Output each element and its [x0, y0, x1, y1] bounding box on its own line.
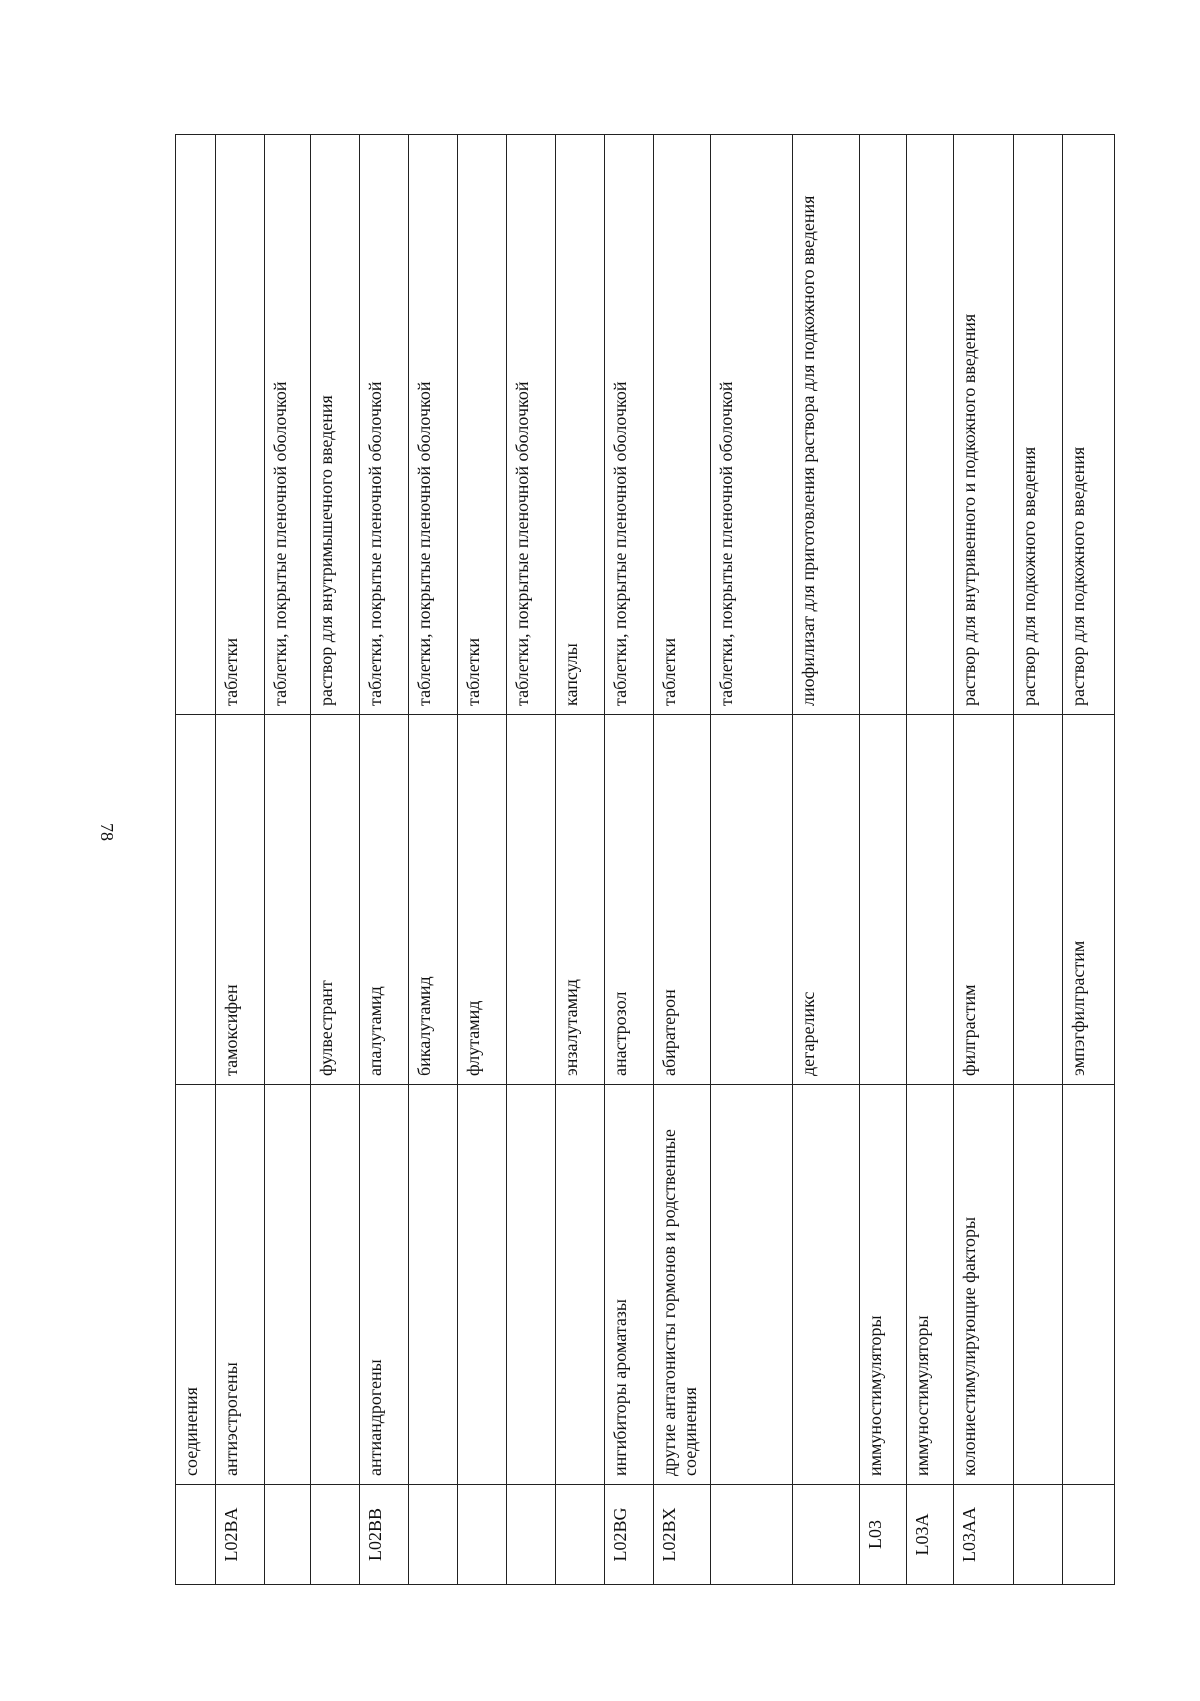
atc-code-cell — [457, 1485, 506, 1585]
table-row — [792, 135, 859, 1585]
drug-name-cell: апалутамид — [359, 715, 408, 1085]
table-row — [216, 135, 265, 1585]
table-row — [555, 135, 604, 1585]
dosage-form-cell: таблетки, покрытые пленочной оболочкой — [711, 135, 793, 715]
dosage-form-cell: капсулы — [555, 135, 604, 715]
atc-code-cell — [555, 1485, 604, 1585]
atc-code-cell — [310, 1485, 359, 1585]
drug-name-cell: флутамид — [457, 715, 506, 1085]
atc-code-cell: L03AA — [953, 1485, 1013, 1585]
dosage-form-cell: раствор для подкожного введения — [1062, 135, 1114, 715]
table-row — [1013, 135, 1062, 1585]
dosage-form-cell — [860, 135, 907, 715]
atc-code-cell — [1013, 1485, 1062, 1585]
group-name-cell — [555, 1085, 604, 1485]
atc-code-cell: L03 — [860, 1485, 907, 1585]
table-row — [604, 135, 653, 1585]
page-number: 78 — [97, 823, 117, 841]
atc-code-cell: L02BX — [653, 1485, 711, 1585]
table-row — [506, 135, 555, 1585]
group-name-cell — [792, 1085, 859, 1485]
table-row — [907, 135, 954, 1585]
group-name-cell — [711, 1085, 793, 1485]
atc-code-cell — [792, 1485, 859, 1585]
group-name-cell — [1013, 1085, 1062, 1485]
table-row — [953, 135, 1013, 1585]
drug-table-rotated — [175, 135, 1115, 1585]
group-name-cell: иммуностимуляторы — [860, 1085, 907, 1485]
atc-code-cell: L02BA — [216, 1485, 265, 1585]
drug-name-cell — [265, 715, 311, 1085]
drug-name-cell: фулвестрант — [310, 715, 359, 1085]
drug-name-cell: филграстим — [953, 715, 1013, 1085]
atc-code-cell: L03A — [907, 1485, 954, 1585]
drug-name-cell — [176, 715, 216, 1085]
drug-table — [175, 134, 1115, 1585]
group-name-cell — [457, 1085, 506, 1485]
dosage-form-cell — [907, 135, 954, 715]
group-name-cell: ингибиторы ароматазы — [604, 1085, 653, 1485]
atc-code-cell — [176, 1485, 216, 1585]
dosage-form-cell: таблетки, покрытые пленочной оболочкой — [604, 135, 653, 715]
atc-code-cell — [506, 1485, 555, 1585]
group-name-cell: колониестимулирующие факторы — [953, 1085, 1013, 1485]
drug-name-cell: анастрозол — [604, 715, 653, 1085]
dosage-form-cell — [176, 135, 216, 715]
table-row — [457, 135, 506, 1585]
drug-name-cell: эмпэгфилграстим — [1062, 715, 1114, 1085]
table-body — [176, 135, 1115, 1585]
drug-name-cell — [907, 715, 954, 1085]
group-name-cell — [506, 1085, 555, 1485]
atc-code-cell: L02BB — [359, 1485, 408, 1585]
atc-code-cell — [711, 1485, 793, 1585]
table-row — [1062, 135, 1114, 1585]
drug-name-cell: дегареликс — [792, 715, 859, 1085]
drug-name-cell: тамоксифен — [216, 715, 265, 1085]
dosage-form-cell: таблетки — [653, 135, 711, 715]
drug-name-cell — [1013, 715, 1062, 1085]
group-name-cell — [265, 1085, 311, 1485]
drug-name-cell — [860, 715, 907, 1085]
table-row — [359, 135, 408, 1585]
dosage-form-cell: таблетки, покрытые пленочной оболочкой — [506, 135, 555, 715]
group-name-cell — [1062, 1085, 1114, 1485]
dosage-form-cell: раствор для внутримышечного введения — [310, 135, 359, 715]
dosage-form-cell: таблетки — [216, 135, 265, 715]
atc-code-cell — [265, 1485, 311, 1585]
group-name-cell — [408, 1085, 457, 1485]
dosage-form-cell: лиофилизат для приготовления раствора для подкожного введения — [792, 135, 859, 715]
atc-code-cell — [408, 1485, 457, 1585]
group-name-cell — [310, 1085, 359, 1485]
drug-name-cell: бикалутамид — [408, 715, 457, 1085]
table-row — [653, 135, 711, 1585]
group-name-cell: соединения — [176, 1085, 216, 1485]
drug-name-cell — [506, 715, 555, 1085]
table-row — [860, 135, 907, 1585]
drug-name-cell: энзалутамид — [555, 715, 604, 1085]
table-row — [310, 135, 359, 1585]
group-name-cell: иммуностимуляторы — [907, 1085, 954, 1485]
drug-name-cell: абиратерон — [653, 715, 711, 1085]
dosage-form-cell: таблетки, покрытые пленочной оболочкой — [408, 135, 457, 715]
dosage-form-cell: таблетки — [457, 135, 506, 715]
drug-name-cell — [711, 715, 793, 1085]
table-row — [265, 135, 311, 1585]
group-name-cell: антиэстрогены — [216, 1085, 265, 1485]
group-name-cell: другие антагонисты гормонов и родственные соединения — [653, 1085, 711, 1485]
table-row — [408, 135, 457, 1585]
group-name-cell: антиандрогены — [359, 1085, 408, 1485]
table-row — [711, 135, 793, 1585]
atc-code-cell — [1062, 1485, 1114, 1585]
dosage-form-cell: таблетки, покрытые пленочной оболочкой — [265, 135, 311, 715]
dosage-form-cell: раствор для подкожного введения — [1013, 135, 1062, 715]
atc-code-cell: L02BG — [604, 1485, 653, 1585]
table-row — [176, 135, 216, 1585]
dosage-form-cell: раствор для внутривенного и подкожного введения — [953, 135, 1013, 715]
dosage-form-cell: таблетки, покрытые пленочной оболочкой — [359, 135, 408, 715]
